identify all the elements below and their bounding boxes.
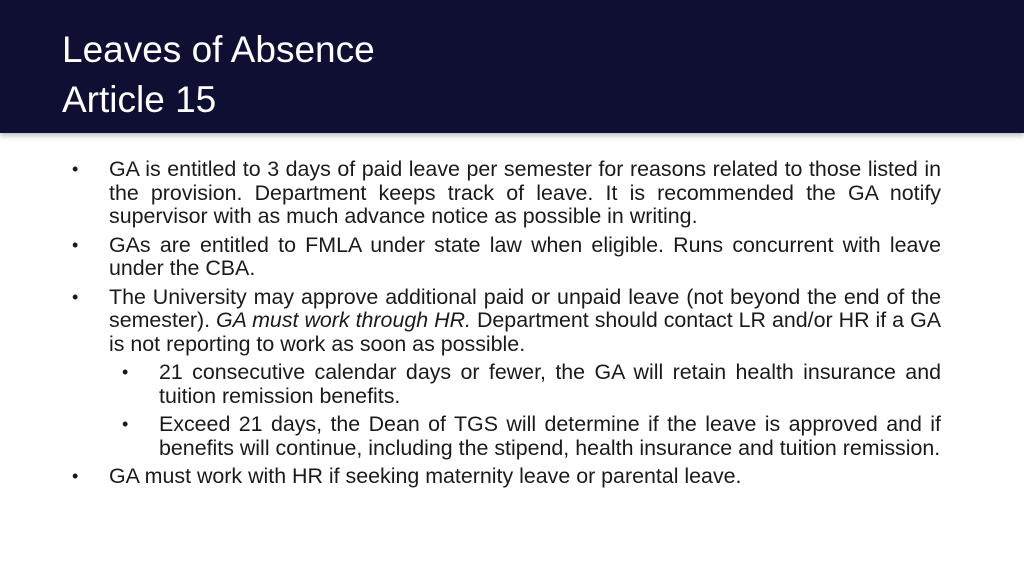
title-bar [0,0,1024,133]
bullet-text-italic: GA must work through HR. [216,308,471,332]
bullet-text: GA must work with HR if seeking maternity leave or parental leave. [109,464,742,488]
sub-bullet-icon: • [122,414,129,434]
sub-bullet-icon: • [122,362,129,382]
bullet-text: GA is entitled to 3 days of paid leave per semester for reasons related to those listed in the provision. Department keeps track of leave. It is recommended the GA notify supervisor with as much advance notice as possible in writing. [109,157,941,228]
slide-title-line-1: Leaves of Absence [62,29,375,70]
bullet-text-before: The University may approve additional paid or unpaid leave (not beyond the end of the semester). [109,284,941,332]
sub-bullet-item-exceed-21-days [109,413,941,460]
bullet-icon: • [72,286,79,307]
sub-bullet-list [109,361,941,460]
bullet-text: GAs are entitled to FMLA under state law when eligible. Runs concurrent with leave under the CBA. [109,232,941,280]
sub-bullet-text: 21 consecutive calendar days or fewer, the GA will retain health insurance and tuition remission benefits. [159,360,941,408]
slide-body [72,158,941,494]
bullet-list [72,158,941,489]
bullet-icon: • [72,466,79,486]
bullet-item-additional-leave [72,286,941,461]
bullet-item-fmla [72,234,941,281]
slide-title-line-2: Article 15 [62,79,217,120]
sub-bullet-item-21-days-or-fewer [109,361,941,408]
bullet-item-paid-leave [72,158,941,229]
sub-bullet-text: Exceed 21 days, the Dean of TGS will determine if the leave is approved and if benefits will continue, including the stipend, health insurance and tuition remission. [159,412,941,460]
slide-title [62,25,375,125]
bullet-icon: • [72,159,79,179]
bullet-icon: • [72,234,79,255]
bullet-text-after: Department should contact LR and/or HR if a GA is not reporting to work as soon as possible. [109,308,941,356]
bullet-item-maternity-leave [72,465,941,489]
